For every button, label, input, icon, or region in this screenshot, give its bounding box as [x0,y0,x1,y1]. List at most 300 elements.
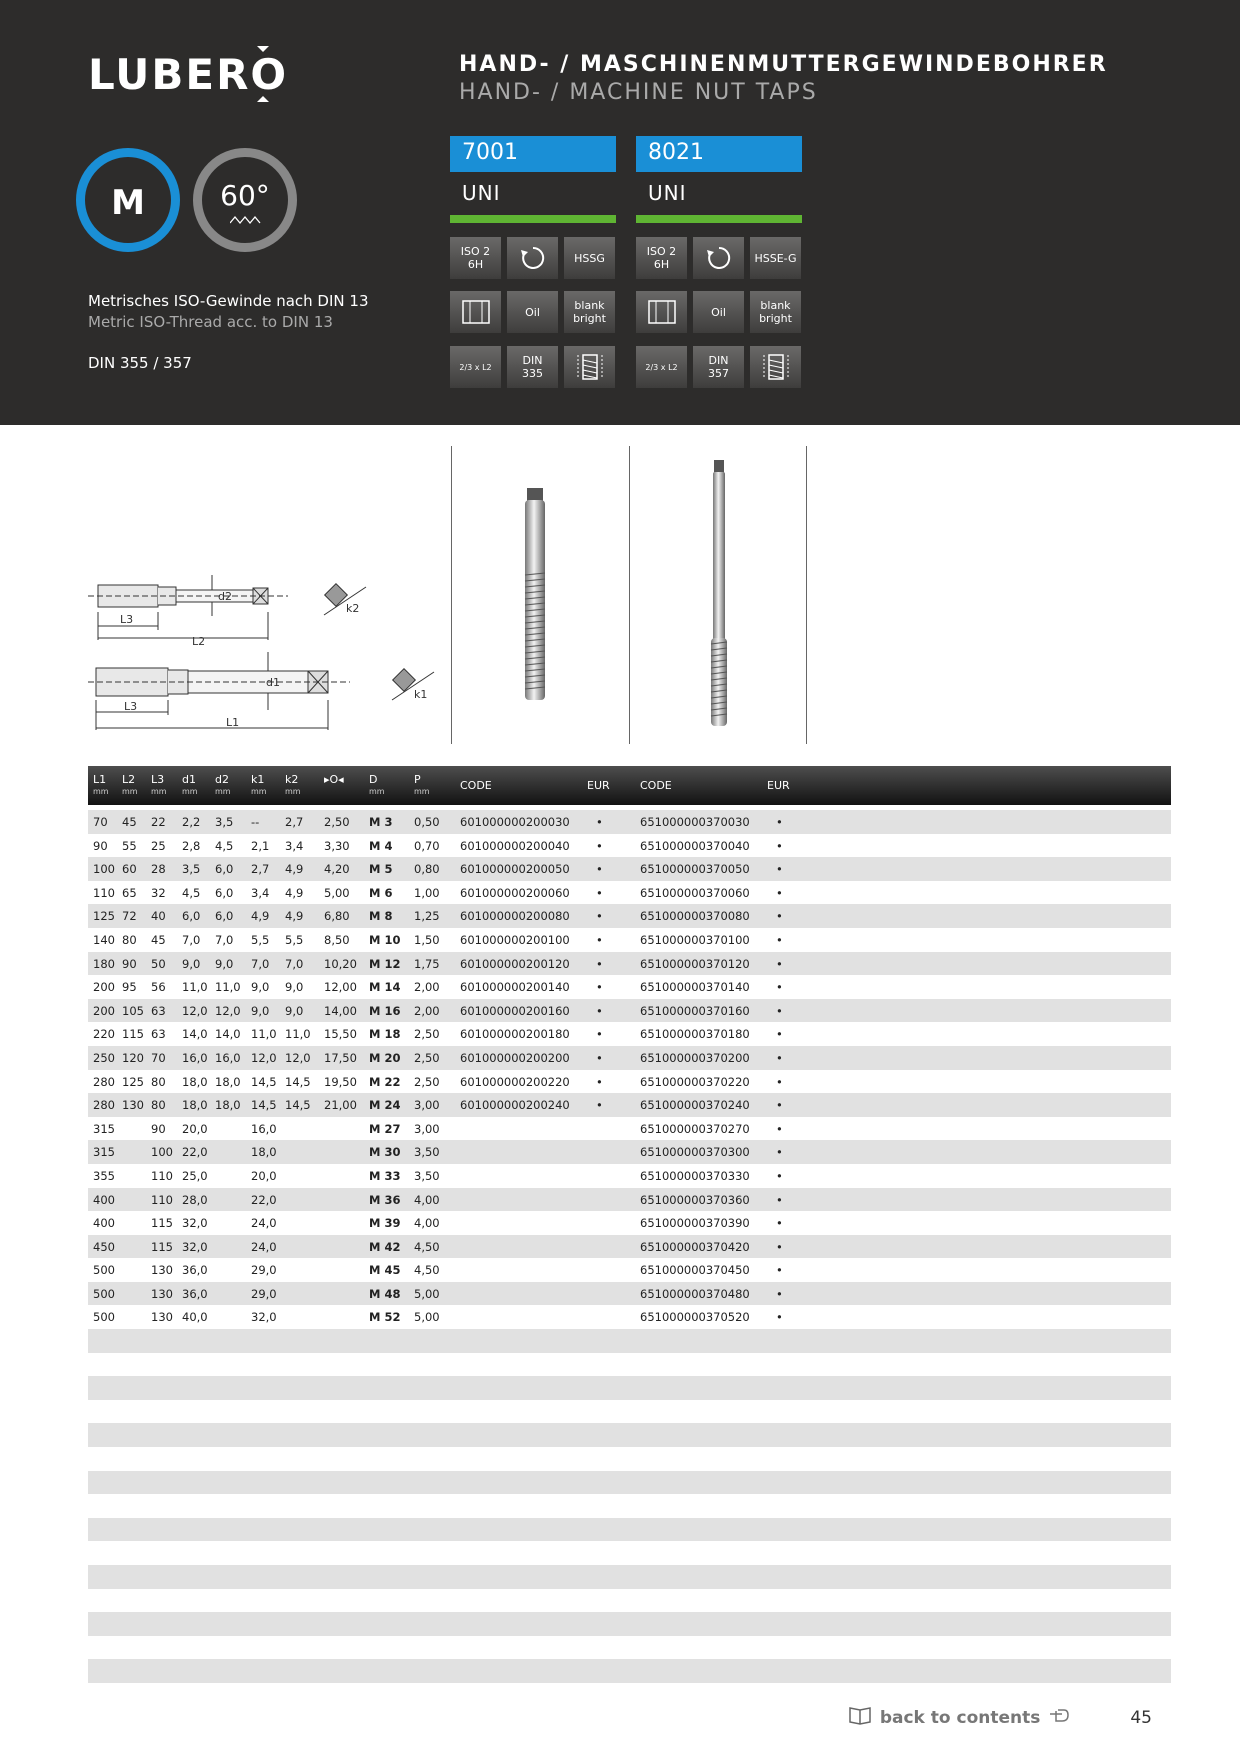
divider [806,446,807,744]
table-cell: 500 [93,1263,115,1278]
pointing-hand-icon [1048,1706,1072,1729]
table-row [88,881,1171,905]
table-cell: 7,0 [285,956,304,971]
empty-table-row [88,1565,1171,1589]
table-cell: 2,50 [414,1027,440,1042]
table-cell: • [596,1098,603,1113]
empty-table-row [88,1589,1171,1613]
column-header: P mm [414,773,430,796]
table-cell: M 16 [369,1003,401,1018]
table-cell: 130 [151,1286,173,1301]
table-cell: 651000000370450 [640,1263,750,1278]
table-cell: M 12 [369,956,401,971]
table-cell: • [776,1050,783,1065]
table-cell: 45 [122,815,137,829]
table-cell: 28,0 [182,1192,208,1207]
table-cell: 70 [93,815,108,829]
table-cell: 2,50 [414,1050,440,1065]
material-tile: HSSE-G [750,237,801,279]
table-cell: 9,0 [182,956,201,971]
table-cell: 12,0 [251,1050,277,1065]
table-cell: 11,0 [182,980,208,995]
table-cell: 4,00 [414,1216,440,1231]
table-cell: M 30 [369,1145,401,1160]
table-cell: 601000000200140 [460,980,570,995]
table-cell: M 14 [369,980,401,995]
table-cell: 28 [151,862,166,877]
divider [451,446,452,744]
table-cell: • [776,885,783,900]
table-cell: • [776,1121,783,1136]
table-cell: • [776,1074,783,1089]
tolerance-tile: ISO 2 6H [636,237,687,279]
green-bar [636,215,802,223]
table-cell: 7,0 [215,932,234,947]
table-cell: 5,00 [414,1286,440,1301]
svg-text:L2: L2 [192,635,206,648]
surface-tile: blank bright [564,291,615,333]
table-cell: M 33 [369,1168,401,1183]
table-cell: M 5 [369,862,393,877]
table-cell: 601000000200180 [460,1027,570,1042]
table-cell: • [596,980,603,995]
table-cell: • [776,1192,783,1207]
table-cell: 80 [151,1098,166,1113]
table-cell: 14,00 [324,1003,357,1018]
table-cell: 115 [151,1216,173,1231]
table-cell: 1,75 [414,956,440,971]
table-cell: 200 [93,1003,115,1018]
svg-text:d1: d1 [266,676,280,689]
table-cell: M 52 [369,1310,401,1325]
table-cell: • [776,956,783,971]
table-cell: 400 [93,1192,115,1207]
coolant-tile: Oil [507,291,558,333]
table-cell: • [776,862,783,877]
table-cell: 24,0 [251,1239,277,1254]
logo-triangle-bottom [257,96,269,102]
table-cell: 4,9 [251,909,270,924]
footer [848,1705,1152,1730]
table-cell: 651000000370040 [640,838,750,853]
green-bar [450,215,616,223]
table-row [88,1305,1171,1329]
table-cell: 4,50 [414,1239,440,1254]
table-cell: 20,0 [182,1121,208,1136]
table-cell: 3,00 [414,1121,440,1136]
shape-icon [450,291,501,333]
table-cell: 3,50 [414,1168,440,1183]
table-cell: M 3 [369,815,393,829]
column-header: D mm [369,773,385,796]
svg-text:d2: d2 [218,590,232,603]
table-row [88,1235,1171,1259]
book-icon [848,1705,872,1730]
table-cell: 601000000200100 [460,932,570,947]
table-cell: 12,0 [285,1050,311,1065]
table-cell: 110 [151,1192,173,1207]
table-row [88,1140,1171,1164]
table-cell: 36,0 [182,1286,208,1301]
svg-text:k1: k1 [414,688,428,701]
table-cell: 4,9 [285,885,304,900]
table-cell: 6,0 [215,909,234,924]
table-cell: 19,50 [324,1074,357,1089]
table-cell: 3,00 [414,1098,440,1113]
empty-table-row [88,1659,1171,1683]
table-cell: 63 [151,1027,166,1042]
table-cell: • [596,1074,603,1089]
table-cell: 4,5 [182,885,201,900]
surface-tile: blank bright [750,291,801,333]
page-number: 45 [1130,1707,1152,1728]
table-cell: 3,4 [251,885,270,900]
empty-table-row [88,1636,1171,1660]
table-cell: 110 [151,1168,173,1183]
divider [629,446,630,744]
table-cell: 0,50 [414,815,440,829]
table-cell: • [596,932,603,947]
table-cell: 20,0 [251,1168,277,1183]
table-cell: • [596,1050,603,1065]
table-cell: 651000000370420 [640,1239,750,1254]
table-cell: 22,0 [251,1192,277,1207]
table-cell: • [596,885,603,900]
table-cell: 601000000200200 [460,1050,570,1065]
table-cell: 4,9 [285,862,304,877]
table-cell: 4,50 [414,1263,440,1278]
table-cell: • [776,1239,783,1254]
table-cell: 4,20 [324,862,350,877]
table-cell: 6,0 [182,909,201,924]
table-row [88,1282,1171,1306]
table-cell: 651000000370180 [640,1027,750,1042]
column-header: L3 mm [151,773,167,796]
table-cell: 63 [151,1003,166,1018]
empty-table-row [88,1447,1171,1471]
empty-table-row [88,1423,1171,1447]
table-cell: 130 [122,1098,144,1113]
table-cell: 2,7 [251,862,270,877]
tolerance-tile: ISO 2 6H [450,237,501,279]
table-cell: 601000000200050 [460,862,570,877]
table-cell: 220 [93,1027,115,1042]
table-cell: 5,00 [414,1310,440,1325]
table-cell: • [596,956,603,971]
empty-table-row [88,1471,1171,1495]
table-cell: 22,0 [182,1145,208,1160]
table-cell: 651000000370030 [640,815,750,829]
table-cell: • [776,932,783,947]
table-cell: 12,00 [324,980,357,995]
table-cell: 4,00 [414,1192,440,1207]
table-cell: 651000000370200 [640,1050,750,1065]
table-cell: 651000000370050 [640,862,750,877]
empty-table-row [88,1541,1171,1565]
rotation-icon [507,237,558,279]
table-cell: • [596,838,603,853]
table-cell: • [776,1286,783,1301]
table-cell: 3,5 [182,862,201,877]
table-cell: 9,0 [285,980,304,995]
table-cell: 2,8 [182,838,201,853]
table-cell: 2,50 [324,815,350,829]
table-cell: 5,5 [251,932,270,947]
empty-table-row [88,1518,1171,1542]
table-cell: • [596,815,603,829]
table-cell: 16,0 [215,1050,241,1065]
table-cell: 500 [93,1286,115,1301]
table-cell: 95 [122,980,137,995]
table-cell: 2,7 [285,815,304,829]
column-header: k2 mm [285,773,301,796]
table-cell: 11,0 [251,1027,277,1042]
table-cell: 601000000200240 [460,1098,570,1113]
table-cell: 90 [93,838,108,853]
description-english: Metric ISO-Thread acc. to DIN 13 [88,313,333,331]
table-cell: 400 [93,1216,115,1231]
table-cell: 651000000370120 [640,956,750,971]
table-row [88,928,1171,952]
table-cell: 24,0 [251,1216,277,1231]
table-cell: 3,50 [414,1145,440,1160]
table-cell: 50 [151,956,166,971]
product-type-7001: UNI [462,181,501,205]
empty-table-row [88,1376,1171,1400]
table-cell: 14,0 [182,1027,208,1042]
table-cell: 12,0 [215,1003,241,1018]
table-cell: 651000000370390 [640,1216,750,1231]
title-german: HAND- / MASCHINENMUTTERGEWINDEBOHRER [459,52,1108,77]
product-code-7001: 7001 [450,136,616,172]
table-cell: 3,4 [285,838,304,853]
table-cell: 7,0 [251,956,270,971]
table-cell: • [596,1003,603,1018]
table-cell: 601000000200040 [460,838,570,853]
table-cell: 601000000200030 [460,815,570,829]
logo-triangle-top [257,46,269,52]
table-cell: M 48 [369,1286,401,1301]
table-cell: 130 [151,1263,173,1278]
table-cell: 120 [122,1050,144,1065]
table-cell: 1,00 [414,885,440,900]
table-cell: 32,0 [182,1216,208,1231]
table-cell: 4,9 [285,909,304,924]
column-header: ▸O◂ [324,773,344,786]
table-cell: M 8 [369,909,393,924]
table-cell: 11,0 [215,980,241,995]
column-header: EUR [587,779,610,792]
table-cell: 651000000370240 [640,1098,750,1113]
shape-icon [636,291,687,333]
table-cell: 72 [122,909,137,924]
empty-table-row [88,1353,1171,1377]
table-row [88,999,1171,1023]
table-row [88,834,1171,858]
table-cell: 18,0 [182,1074,208,1089]
rotation-icon [693,237,744,279]
table-cell: 32,0 [251,1310,277,1325]
table-cell: 0,70 [414,838,440,853]
table-cell: 651000000370330 [640,1168,750,1183]
table-cell: • [776,1145,783,1160]
table-cell: 15,50 [324,1027,357,1042]
table-cell: 100 [93,862,115,877]
table-row [88,1211,1171,1235]
table-cell: 70 [151,1050,166,1065]
table-cell: M 6 [369,885,393,900]
table-cell: 18,0 [182,1098,208,1113]
table-cell: 5,5 [285,932,304,947]
table-cell: 0,80 [414,862,440,877]
table-cell: 29,0 [251,1263,277,1278]
brand-logo: LUBERO [88,50,289,99]
table-cell: M 42 [369,1239,401,1254]
table-cell: • [776,1098,783,1113]
tap-image-8021 [703,458,735,733]
table-cell: 14,5 [285,1074,311,1089]
svg-text:k2: k2 [346,602,360,615]
column-header: L1 mm [93,773,109,796]
column-header: k1 mm [251,773,267,796]
thread-zigzag-icon [230,215,262,225]
table-cell: 9,0 [251,1003,270,1018]
table-cell: 130 [151,1310,173,1325]
product-type-8021: UNI [648,181,687,205]
table-row [88,1046,1171,1070]
table-cell: 3,30 [324,838,350,853]
table-cell: 80 [151,1074,166,1089]
angle-badge: 60° [193,148,297,252]
table-cell: 601000000200080 [460,909,570,924]
table-cell: 651000000370060 [640,885,750,900]
table-cell: 651000000370360 [640,1192,750,1207]
svg-text:L3: L3 [120,613,134,626]
table-cell: 2,2 [182,815,201,829]
material-tile: HSSG [564,237,615,279]
table-cell: 200 [93,980,115,995]
table-row [88,904,1171,928]
table-cell: 315 [93,1121,115,1136]
coolant-tile: Oil [693,291,744,333]
table-row [88,810,1171,834]
table-cell: • [776,1263,783,1278]
table-body [88,810,1171,1683]
table-cell: M 45 [369,1263,401,1278]
table-cell: • [596,1027,603,1042]
table-cell: 8,50 [324,932,350,947]
back-to-contents-link[interactable]: back to contents [879,1707,1041,1728]
table-cell: 1,50 [414,932,440,947]
table-cell: 14,5 [251,1098,277,1113]
table-cell: 16,0 [182,1050,208,1065]
table-cell: M 20 [369,1050,401,1065]
table-cell: 5,00 [324,885,350,900]
table-cell: 90 [151,1121,166,1136]
table-cell: 45 [151,932,166,947]
svg-text:L3: L3 [124,700,138,713]
table-cell: 2,00 [414,1003,440,1018]
table-row [88,1070,1171,1094]
column-header: L2 mm [122,773,138,796]
table-row [88,1188,1171,1212]
title-english: HAND- / MACHINE NUT TAPS [459,80,818,105]
din-standard: DIN 355 / 357 [88,354,192,372]
table-cell: • [776,838,783,853]
table-cell: 14,5 [285,1098,311,1113]
table-cell: 29,0 [251,1286,277,1301]
table-row [88,1258,1171,1282]
column-header: CODE [640,779,672,792]
table-cell: 2,1 [251,838,270,853]
table-cell: M 39 [369,1216,401,1231]
table-cell: M 18 [369,1027,401,1042]
table-row [88,975,1171,999]
table-cell: 90 [122,956,137,971]
table-cell: 2,00 [414,980,440,995]
table-cell: -- [251,815,260,829]
table-cell: 10,20 [324,956,357,971]
table-cell: 6,0 [215,885,234,900]
table-cell: 315 [93,1145,115,1160]
table-row [88,1117,1171,1141]
table-cell: 115 [151,1239,173,1254]
table-cell: 601000000200120 [460,956,570,971]
table-cell: 6,0 [215,862,234,877]
table-row [88,857,1171,881]
table-cell: 140 [93,932,115,947]
table-cell: 18,0 [251,1145,277,1160]
empty-table-row [88,1400,1171,1424]
metric-badge: M [76,148,180,252]
table-cell: 250 [93,1050,115,1065]
table-cell: 18,0 [215,1098,241,1113]
table-header [88,766,1171,805]
table-row [88,1164,1171,1188]
table-cell: 280 [93,1098,115,1113]
table-cell: 14,0 [215,1027,241,1042]
table-cell: 1,25 [414,909,440,924]
empty-table-row [88,1494,1171,1518]
table-cell: 601000000200060 [460,885,570,900]
table-cell: 9,0 [215,956,234,971]
table-cell: 100 [151,1145,173,1160]
din-tile: DIN 335 [507,346,558,388]
table-cell: 16,0 [251,1121,277,1136]
table-cell: 450 [93,1239,115,1254]
table-cell: 7,0 [182,932,201,947]
table-cell: 651000000370300 [640,1145,750,1160]
table-cell: • [776,1168,783,1183]
product-code-8021: 8021 [636,136,802,172]
table-cell: 18,0 [215,1074,241,1089]
table-cell: • [776,1027,783,1042]
thread-icon [564,346,615,388]
table-cell: 6,80 [324,909,350,924]
table-cell: 651000000370140 [640,980,750,995]
table-cell: • [596,909,603,924]
table-cell: 125 [93,909,115,924]
table-cell: 651000000370520 [640,1310,750,1325]
chamfer-tile: 2/3 x L2 [450,346,501,388]
table-cell: • [776,909,783,924]
table-cell: • [596,862,603,877]
table-cell: 60 [122,862,137,877]
tap-image-7001 [515,485,555,705]
table-cell: 651000000370480 [640,1286,750,1301]
header-banner [0,0,1240,425]
table-cell: 40 [151,909,166,924]
